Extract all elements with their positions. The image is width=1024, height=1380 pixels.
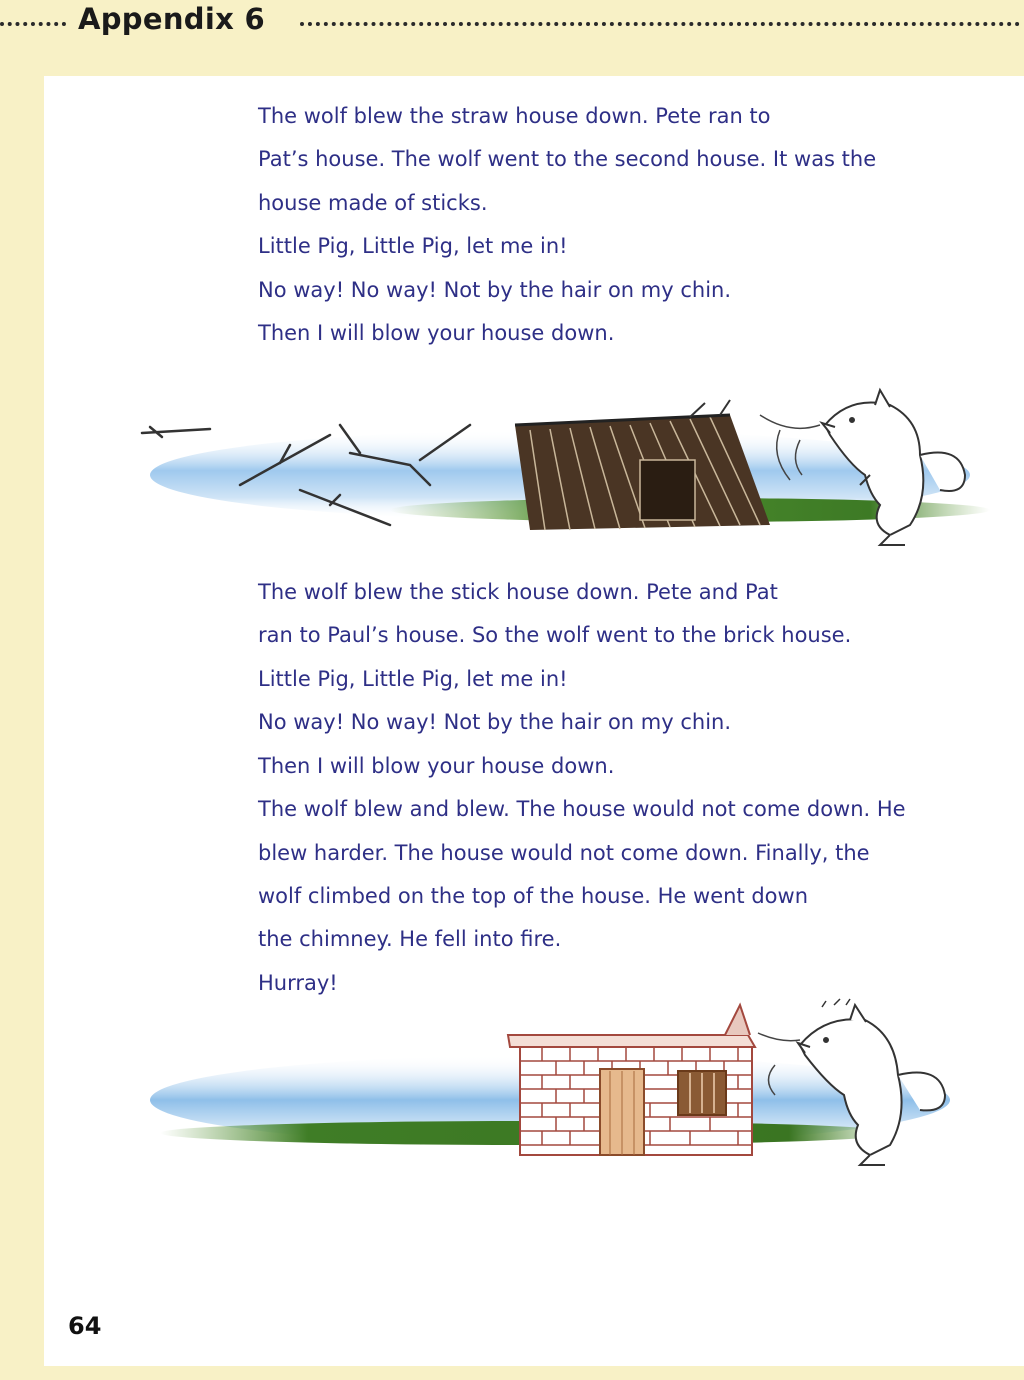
dialogue-line: the chimney. He fell into fire. [258, 927, 562, 951]
page-title: Appendix 6 [78, 2, 265, 36]
stick-house [515, 400, 770, 530]
dialogue-line: Then I will blow your house down. [258, 321, 615, 345]
dialogue-line: house made of sticks. [258, 191, 488, 215]
dialogue-line: The wolf blew the straw house down. Pete ran to [258, 104, 771, 128]
dialogue-line: ran to Paul’s house. So the wolf went to the brick house. [258, 623, 852, 647]
stick-house-illustration [130, 385, 1010, 555]
header-dotted-rule-left [0, 22, 66, 26]
page-number: 64 [68, 1312, 102, 1340]
dialogue-line: The wolf blew the stick house down. Pete and Pat [258, 580, 778, 604]
brick-house [508, 1005, 755, 1155]
dialogue-line: Little Pig, Little Pig, let me in! [258, 667, 568, 691]
brick-house-illustration [150, 995, 1000, 1175]
dialogue-line: wolf climbed on the top of the house. He went down [258, 884, 809, 908]
header-dotted-rule-right [300, 22, 1020, 26]
dialogue-line: Then I will blow your house down. [258, 754, 615, 778]
dialogue-line: blew harder. The house would not come down. Finally, the [258, 841, 870, 865]
dialogue-line: No way! No way! Not by the hair on my chin. [258, 278, 732, 302]
dialogue-line: Little Pig, Little Pig, let me in! [258, 234, 568, 258]
dialogue-line: No way! No way! Not by the hair on my chin. [258, 710, 732, 734]
dialogue-line: Hurray! [258, 971, 338, 995]
dialogue-line: The wolf blew and blew. The house would not come down. He [258, 797, 906, 821]
dialogue-line: Pat’s house. The wolf went to the second house. It was the [258, 147, 877, 171]
